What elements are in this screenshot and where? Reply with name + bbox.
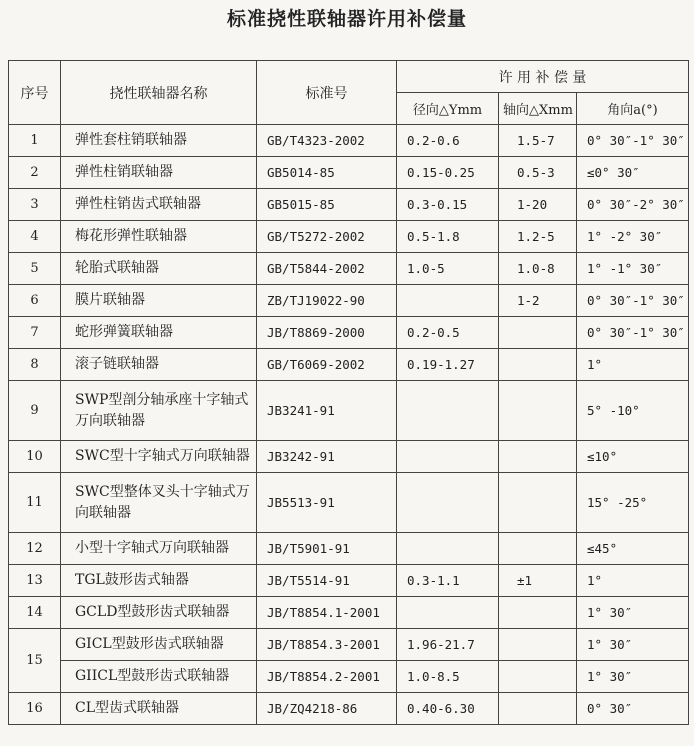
cell-no: 15 [9, 629, 61, 693]
cell-no: 5 [9, 253, 61, 285]
cell-angular: 1° [577, 565, 689, 597]
cell-angular: 1° 30″ [577, 661, 689, 693]
cell-standard: GB/T5844-2002 [257, 253, 397, 285]
cell-radial: 1.96-21.7 [397, 629, 499, 661]
cell-angular: 15° -25° [577, 473, 689, 533]
header-radial: 径向△Ymm [397, 93, 499, 125]
cell-axial: 1.0-8 [499, 253, 577, 285]
cell-radial: 1.0-8.5 [397, 661, 499, 693]
cell-no: 8 [9, 349, 61, 381]
cell-axial: ±1 [499, 565, 577, 597]
cell-axial [499, 349, 577, 381]
cell-axial [499, 473, 577, 533]
cell-angular: 1° 30″ [577, 597, 689, 629]
cell-angular: 1° [577, 349, 689, 381]
cell-no: 12 [9, 533, 61, 565]
cell-standard: JB/T5514-91 [257, 565, 397, 597]
table-row [9, 381, 689, 441]
cell-standard: GB5015-85 [257, 189, 397, 221]
cell-radial [397, 285, 499, 317]
table-row [9, 473, 689, 533]
cell-angular: 0° 30″-1° 30″ [577, 317, 689, 349]
cell-standard: JB/T8854.3-2001 [257, 629, 397, 661]
cell-axial [499, 533, 577, 565]
cell-axial [499, 661, 577, 693]
header-standard: 标准号 [257, 61, 397, 125]
cell-name: GIICL型鼓形齿式联轴器 [61, 661, 257, 693]
cell-standard: GB/T4323-2002 [257, 125, 397, 157]
cell-radial [397, 533, 499, 565]
cell-no: 13 [9, 565, 61, 597]
header-angular: 角向a(°) [577, 93, 689, 125]
cell-name: 轮胎式联轴器 [61, 253, 257, 285]
cell-angular: 1° -2° 30″ [577, 221, 689, 253]
cell-radial: 0.3-0.15 [397, 189, 499, 221]
cell-no: 11 [9, 473, 61, 533]
cell-name: GCLD型鼓形齿式联轴器 [61, 597, 257, 629]
cell-radial: 0.19-1.27 [397, 349, 499, 381]
table-row [9, 441, 689, 473]
cell-angular: 0° 30″-1° 30″ [577, 285, 689, 317]
cell-angular: 1° 30″ [577, 629, 689, 661]
cell-axial [499, 693, 577, 725]
cell-radial [397, 381, 499, 441]
cell-standard: JB/T8854.2-2001 [257, 661, 397, 693]
cell-no: 10 [9, 441, 61, 473]
cell-radial: 0.15-0.25 [397, 157, 499, 189]
cell-radial: 0.3-1.1 [397, 565, 499, 597]
cell-axial [499, 381, 577, 441]
cell-name: SWC型十字轴式万向联轴器 [61, 441, 257, 473]
cell-name: 小型十字轴式万向联轴器 [61, 533, 257, 565]
header-no: 序号 [9, 61, 61, 125]
cell-standard: JB/T5901-91 [257, 533, 397, 565]
cell-angular: 0° 30″-1° 30″ [577, 125, 689, 157]
cell-axial: 1.2-5 [499, 221, 577, 253]
cell-angular: 1° -1° 30″ [577, 253, 689, 285]
cell-radial: 0.2-0.6 [397, 125, 499, 157]
cell-standard: JB/T8869-2000 [257, 317, 397, 349]
cell-angular: 0° 30″-2° 30″ [577, 189, 689, 221]
table-row [9, 565, 689, 597]
cell-standard: JB/T8854.1-2001 [257, 597, 397, 629]
cell-standard: GB5014-85 [257, 157, 397, 189]
table-row [9, 157, 689, 189]
page-title: 标准挠性联轴器许用补偿量 [226, 8, 467, 30]
cell-standard: JB/ZQ4218-86 [257, 693, 397, 725]
cell-axial: 1-20 [499, 189, 577, 221]
cell-axial [499, 597, 577, 629]
cell-no: 7 [9, 317, 61, 349]
table-row [9, 189, 689, 221]
cell-angular: 5° -10° [577, 381, 689, 441]
cell-name: SWP型剖分轴承座十字轴式万向联轴器 [61, 381, 257, 441]
cell-no: 16 [9, 693, 61, 725]
cell-axial: 1.5-7 [499, 125, 577, 157]
table-row [9, 533, 689, 565]
cell-angular: 0° 30″ [577, 693, 689, 725]
cell-angular: ≤10° [577, 441, 689, 473]
cell-radial: 0.5-1.8 [397, 221, 499, 253]
cell-name: 弹性柱销联轴器 [61, 157, 257, 189]
cell-axial: 0.5-3 [499, 157, 577, 189]
table-row [9, 285, 689, 317]
cell-standard: ZB/TJ19022-90 [257, 285, 397, 317]
table-row [9, 221, 689, 253]
cell-angular: ≤45° [577, 533, 689, 565]
cell-no: 4 [9, 221, 61, 253]
cell-standard: JB3241-91 [257, 381, 397, 441]
cell-radial: 0.2-0.5 [397, 317, 499, 349]
cell-axial [499, 629, 577, 661]
cell-name: SWC型整体叉头十字轴式万向联轴器 [61, 473, 257, 533]
cell-no: 3 [9, 189, 61, 221]
cell-standard: JB5513-91 [257, 473, 397, 533]
table-row [9, 597, 689, 629]
cell-standard: GB/T5272-2002 [257, 221, 397, 253]
cell-axial [499, 317, 577, 349]
cell-name: GICL型鼓形齿式联轴器 [61, 629, 257, 661]
cell-angular: ≤0° 30″ [577, 157, 689, 189]
table-row [9, 125, 689, 157]
cell-radial: 0.40-6.30 [397, 693, 499, 725]
cell-axial: 1-2 [499, 285, 577, 317]
cell-name: 蛇形弹簧联轴器 [61, 317, 257, 349]
table-row [9, 349, 689, 381]
cell-name: TGL鼓形齿式轴器 [61, 565, 257, 597]
header-compensation: 许 用 补 偿 量 [397, 61, 689, 93]
cell-radial [397, 597, 499, 629]
cell-standard: JB3242-91 [257, 441, 397, 473]
table-row [9, 317, 689, 349]
cell-no: 14 [9, 597, 61, 629]
table-row [9, 629, 689, 661]
cell-name: 膜片联轴器 [61, 285, 257, 317]
cell-no: 9 [9, 381, 61, 441]
cell-no: 2 [9, 157, 61, 189]
header-name: 挠性联轴器名称 [61, 61, 257, 125]
cell-name: 弹性套柱销联轴器 [61, 125, 257, 157]
cell-radial [397, 441, 499, 473]
cell-radial: 1.0-5 [397, 253, 499, 285]
cell-name: 梅花形弹性联轴器 [61, 221, 257, 253]
cell-standard: GB/T6069-2002 [257, 349, 397, 381]
coupling-compensation-table [8, 60, 689, 725]
cell-axial [499, 441, 577, 473]
table-row [9, 693, 689, 725]
cell-radial [397, 473, 499, 533]
cell-no: 1 [9, 125, 61, 157]
cell-name: 滚子链联轴器 [61, 349, 257, 381]
table-row [9, 253, 689, 285]
cell-no: 6 [9, 285, 61, 317]
cell-name: 弹性柱销齿式联轴器 [61, 189, 257, 221]
table-row [9, 661, 689, 693]
cell-name: CL型齿式联轴器 [61, 693, 257, 725]
header-axial: 轴向△Xmm [499, 93, 577, 125]
